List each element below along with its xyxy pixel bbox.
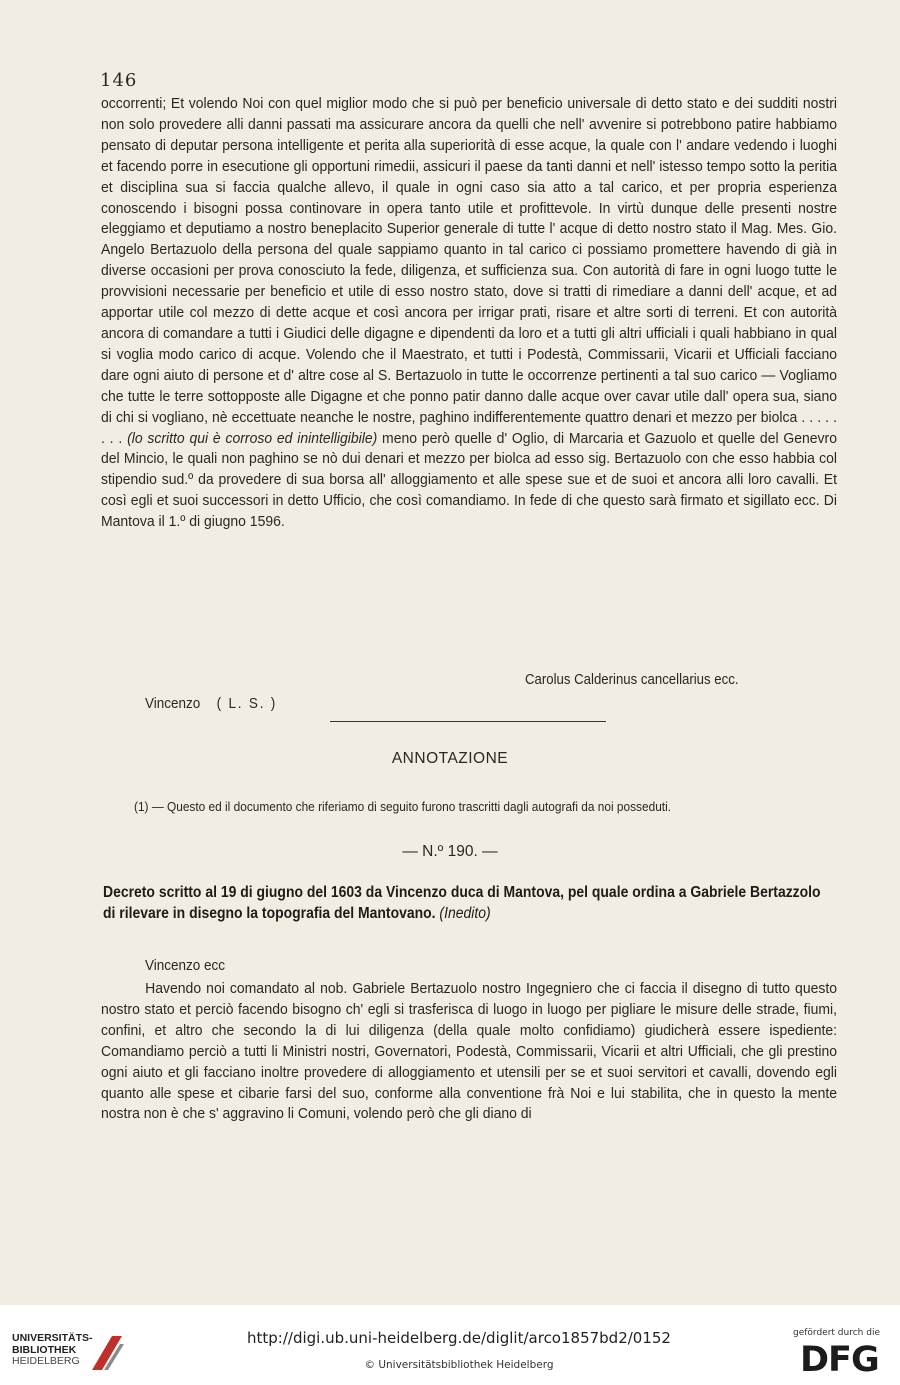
letter-body <box>101 94 837 533</box>
annotation-heading: ANNOTAZIONE <box>391 750 509 767</box>
library-line: BIBLIOTHEK <box>12 1343 77 1356</box>
document-opening: Vincenzo ecc <box>145 957 226 974</box>
copyright-notice: © Universitätsbibliothek Heidelberg <box>364 1359 554 1371</box>
footnote-text: — Questo ed il documento che riferiamo di seguito furono trascritti dagli autografi da noi posseduti. <box>151 799 672 814</box>
signatory <box>145 695 277 712</box>
document-title-note: (Inedito) <box>439 905 491 922</box>
page-number: 146 <box>100 70 138 91</box>
library-line: UNIVERSITÄTS- <box>12 1332 93 1344</box>
funding-note: gefördert durch die <box>793 1328 880 1338</box>
decree-body <box>101 979 837 1125</box>
letter-text: occorrenti; Et volendo Noi con quel miglior modo che si può per beneficio universale di detto stato e dei sudditi nostri non solo provedere alli danni passati ma assicurare ancora da quelli che nell' avvenire si potrebbono patire habbiamo pensato di deputar persona intelligente et perita alla superiorità di esse acque, la quale con l' andare vedendo i luoghi et facendo porre in esecutione gli opportuni rimedii, assicuri il paese da tanti danni et nell' istesso tempo sotto la peritia et disciplina sua si faccia qualche allevo, il quale in ogni caso sia atto a tal carico, et per propria esperienza conoscendo i bisogni possa continovare in opera tanto utile et profittevole. In virtù dunque delle presenti nostre eleggiamo et deputiamo a nostro beneplacito Superior generale di tutte l' acque di detto nostro stato il Mag. Mes. Gio. Angelo Bertazuolo della persona del quale sappiamo quanto in tal carico ci possiamo promettere havendo di già in diverse occasioni per prova conosciuto la fede, diligenza, et sufficienza sua. Con autorità di fare in ogni luogo tutte le provvisioni necessarie per beneficio et utile di esso nostro stato, dove si tratti di rimediare a danni dell' acque, et ad apportar utile col mezzo di dette acque et così ancora per irrigar prati, risare et altre sorti di terreni. Et con autorità ancora di comandare a tutti i Giudici delle digagne e dipendenti da loro et a tutti gli altri ufficiali i quali habbiano in qual si voglia modo carico di acque. Volendo che il Maestrato, et tutti i Podestà, Commissarii, Vicarii et Ufficiali facciano dare ogni aiuto di persone et d' altre cose al S. Bertazuolo in tutte le occorrenze pertinenti a tal suo carico — Vogliamo che tutte le terre sottopposte alle Digagne et che ponno patir danno dalle acque over cavar utile dall' opera sua, siano di chi si vogliano, nè eccettuate neanche le nostre, paghino indifferentemente quattro denari et mezzo per biolca . . . . . . . . <box>101 95 837 447</box>
signed-by: Vincenzo <box>145 695 201 712</box>
chancellor-signature: Carolus Calderinus cancellarius ecc. <box>525 671 739 688</box>
viewer-footer <box>0 1305 900 1385</box>
section-divider <box>330 721 606 722</box>
library-line: HEIDELBERG <box>12 1355 80 1367</box>
permalink-url[interactable]: http://digi.ub.uni-heidelberg.de/diglit/arco1857bd2/0152 <box>247 1329 671 1347</box>
document-number: — N.º 190. — <box>402 843 498 860</box>
dfg-logo-icon <box>800 1339 886 1375</box>
document-title <box>103 882 823 924</box>
dfg-logo-text: DFG <box>800 1340 879 1375</box>
editor-note: (lo scritto qui è corroso ed inintelligibile) <box>127 429 378 447</box>
letter-text-continued: meno però quelle d' Oglio, di Marcaria et Gazuolo et quelle del Genevro del Mincio, le quali non paghino se nò dui denari et mezzo per biolca ad esso sig. Bertazuolo con che esso habbia col stipendio sud.º da provedere di sua borsa all' alloggiamento et alle spese sue et de suoi et ancora alli loro cavalli. Et così egli et suoi successori in detto Ufficio, che così comandiamo. In fede di che questo sarà firmato et sigillato ecc. Di Mantova il 1.º di giugno 1596. <box>101 429 837 531</box>
letter-paragraph <box>101 94 837 533</box>
footnote <box>134 799 671 814</box>
seal-mark: ( L. S. ) <box>216 695 278 712</box>
decree-paragraph: Havendo noi comandato al nob. Gabriele Bertazuolo nostro Ingegniero che ci faccia il disegno di tutto questo nostro stato et perciò facendo bisogno ch' egli si trasferisca di luogo in luogo per pigliare le misure delle strade, fiumi, confini, et altro che secondo la di lui diligenza (della quale molto confidiamo) giudicherà essere ispediente: Comandiamo perciò a tutti li Ministri nostri, Governatori, Podestà, Commissarii, Vicarii et altri Ufficiali, che gli prestino ogni aiuto et gli facciano inoltre provedere di alloggiamento et utensili per se et suoi servitori et cavalli, dovendo egli quanto alle spese et cibarie farsi del suo, conforme alla conventione frà Noi e lui stabilita, che in questo la mente nostra non è che s' aggravino li Comuni, volendo però che gli diano di <box>101 980 837 1123</box>
footnote-marker: (1) <box>134 799 149 814</box>
document-title-text: Decreto scritto al 19 di giugno del 1603 da Vincenzo duca di Mantova, pel quale ordina a Gabriele Bertazzolo di rilevare in disegno la topografia del Mantovano. <box>103 884 821 922</box>
